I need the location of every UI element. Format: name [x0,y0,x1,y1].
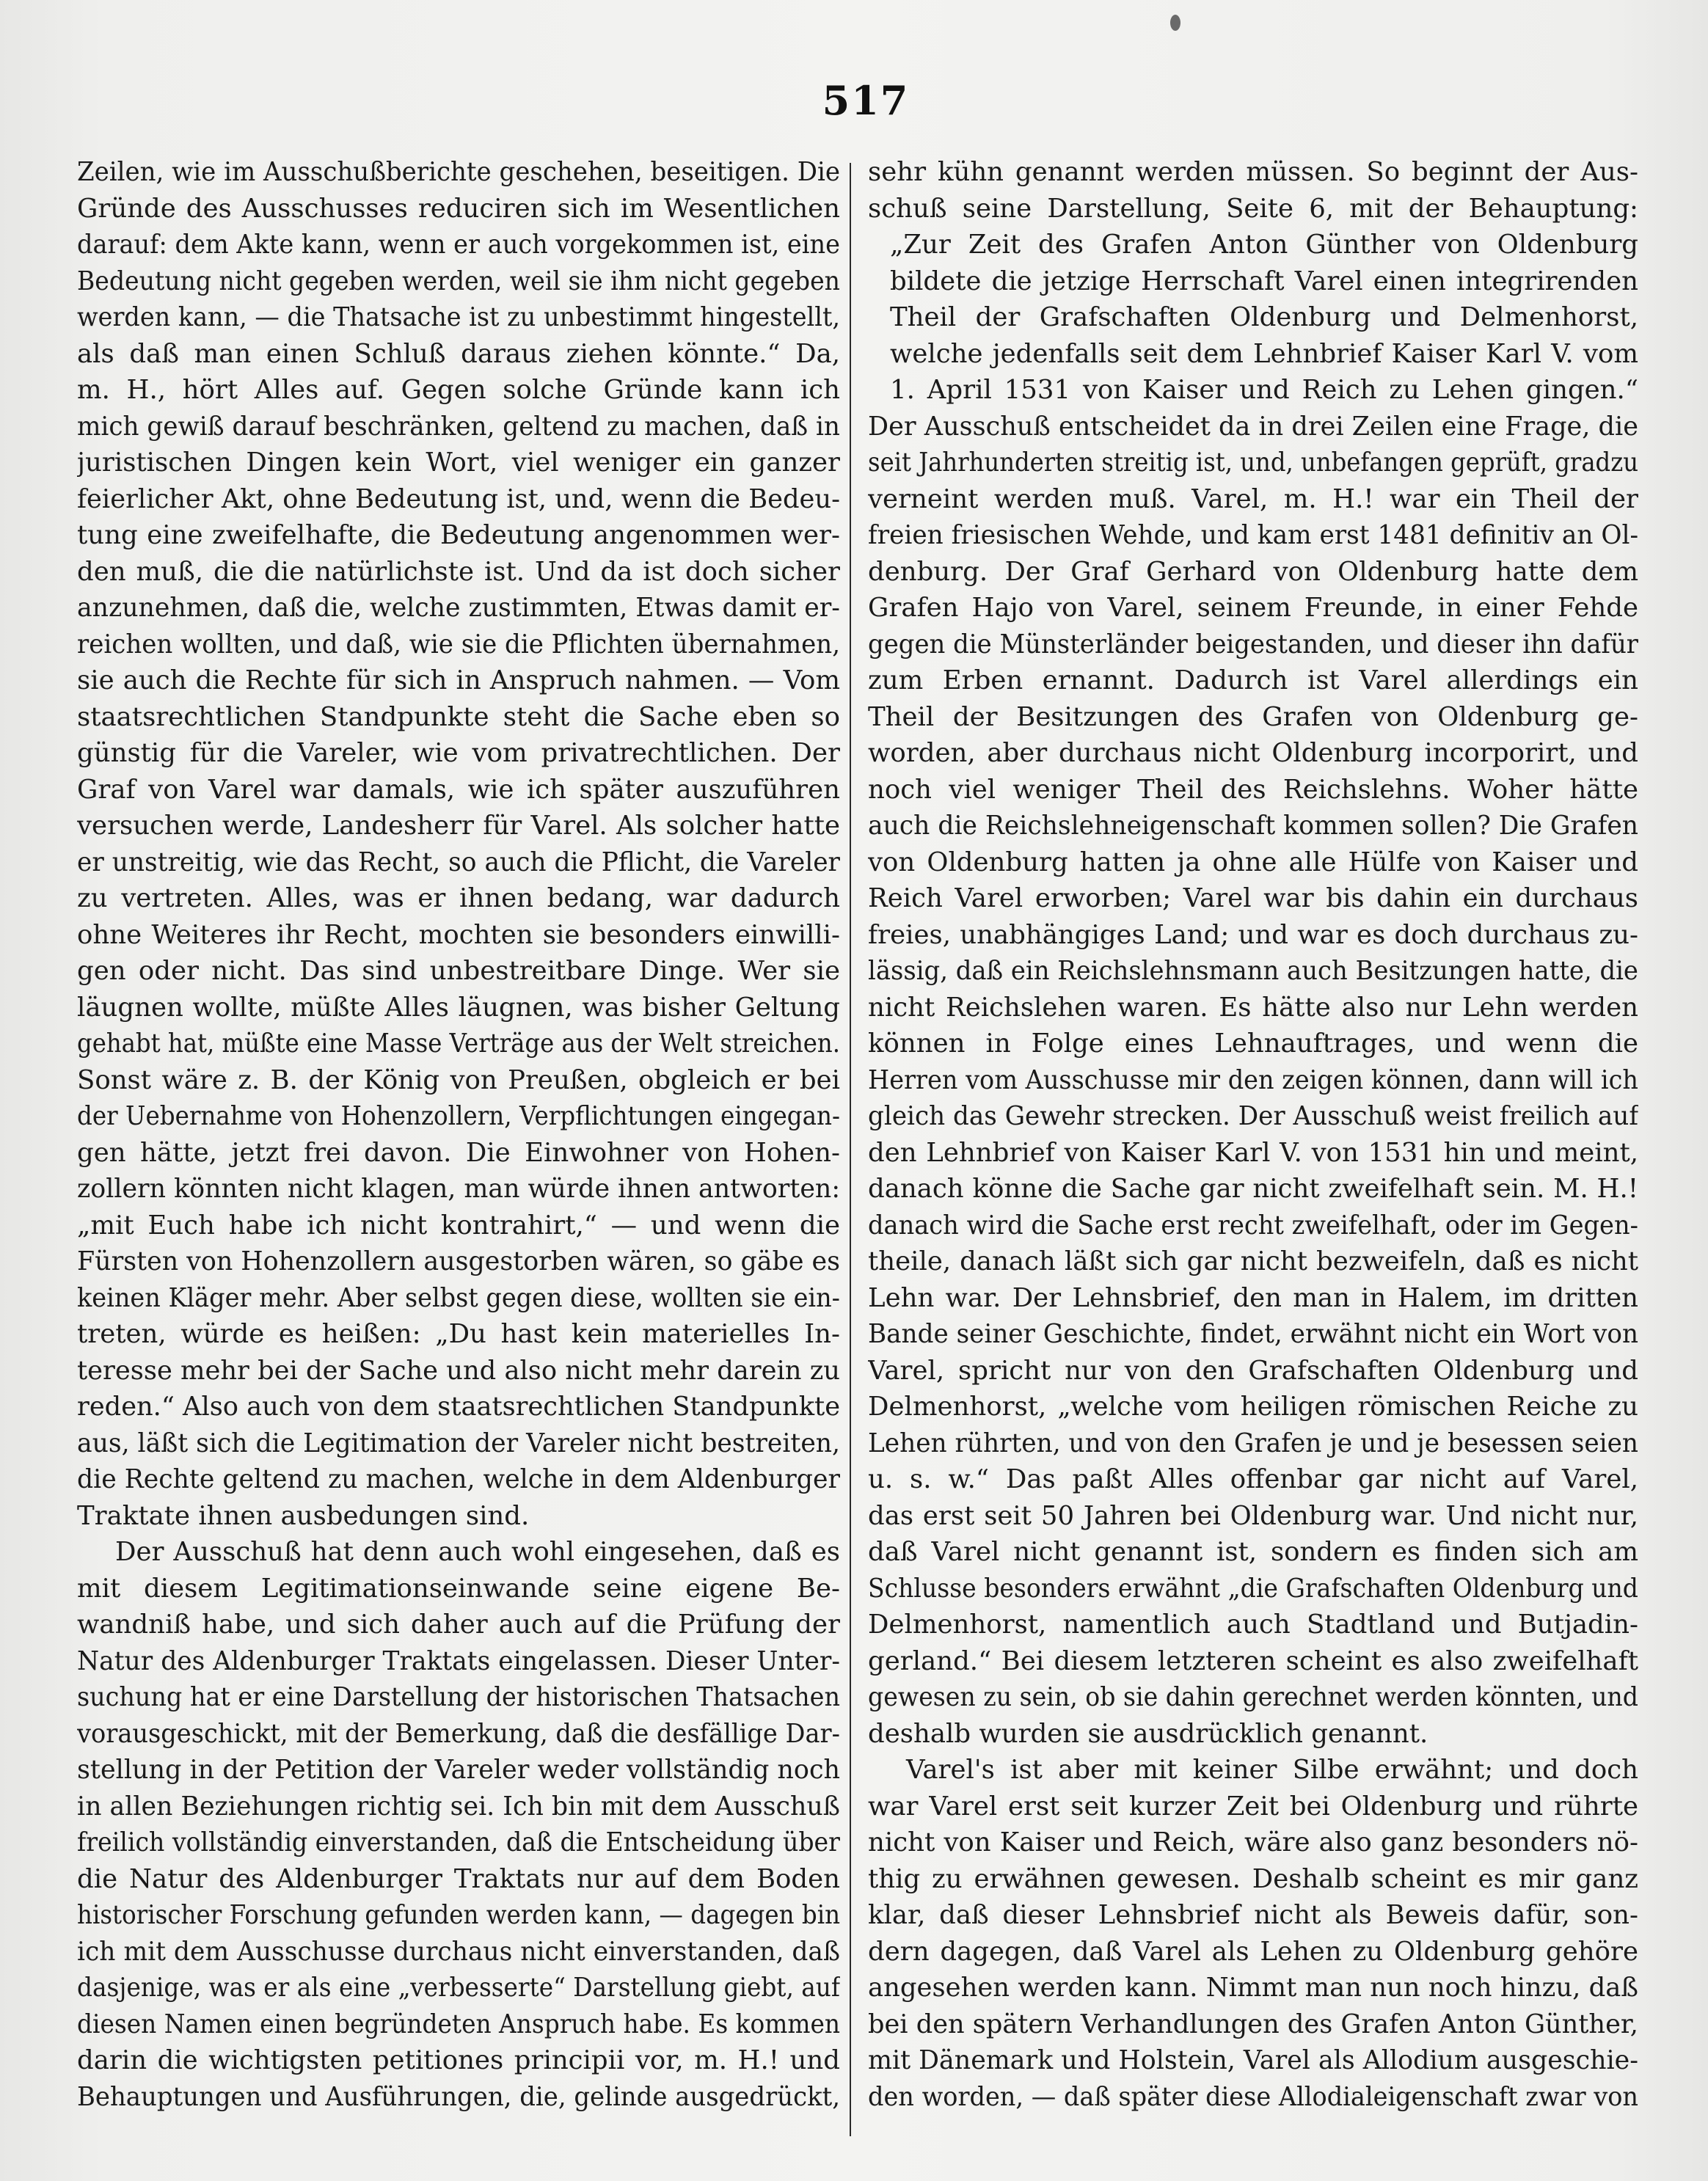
text-line-content: auch die Reichslehneigenschaft kommen sollen? Die Grafen [868,811,1638,841]
text-line [868,336,1638,373]
text-line-content: nicht Reichslehen waren. Es hätte also nur Lehn werden [868,992,1638,1023]
text-line-content: Grafen Hajo von Varel, seinem Freunde, in einer Fehde [868,593,1638,623]
text-line [868,1461,1638,1498]
text-line-content: Sonst wäre z. B. der König von Preußen, obgleich er bei [77,1064,840,1095]
text-line-content: werden kann, — die Thatsache ist zu unbestimmt hingestellt, [77,302,840,332]
text-line-content: angesehen werden kann. Nimmt man nun noch hinzu, daß [868,1973,1638,2003]
text-line-content: vorausgeschickt, mit der Bemerkung, daß die desfällige Dar- [77,1718,840,1749]
text-line-content: Der Ausschuß entscheidet da in drei Zeilen eine Frage, die [868,411,1638,442]
text-line [77,990,840,1026]
column-divider [850,163,851,2136]
text-line-content: gleich das Gewehr strecken. Der Ausschuß weist freilich auf [868,1101,1638,1131]
text-line-content: ohne Weiteres ihr Recht, mochten sie besonders einwilli- [77,919,840,950]
text-line-content: lässig, daß ein Reichslehnsmann auch Besitzungen hatte, die [868,956,1638,986]
text-line [868,1498,1638,1535]
text-line [77,299,840,336]
text-line-content: welche jedenfalls seit dem Lehnbrief Kaiser Karl V. vom [890,338,1638,369]
text-line [77,1571,840,1607]
text-line-content: bei den spätern Verhandlungen des Grafen Anton Günther, [868,2009,1638,2039]
text-line-content: die Rechte geltend zu machen, welche in dem Aldenburger [77,1464,840,1494]
text-line [77,699,840,736]
text-line-content: gewesen zu sein, ob sie dahin gerechnet werden könnten, und [868,1682,1638,1712]
text-line [868,1135,1638,1172]
page-number: 517 [822,77,910,124]
text-line-content: dasjenige, was er als eine „verbesserte“ Darstellung giebt, auf [77,1973,840,2003]
text-line [77,1970,840,2006]
text-line-content: darin die wichtigsten petitiones principii vor, m. H.! und [77,2045,840,2075]
text-line-content: läugnen wollte, müßte Alles läugnen, was bisher Geltung [77,992,840,1023]
text-line [77,1679,840,1716]
text-line [868,772,1638,808]
text-line [868,990,1638,1026]
text-line [868,1607,1638,1643]
text-line [868,953,1638,990]
text-line [77,1461,840,1498]
text-line [77,1062,840,1099]
text-line [868,626,1638,663]
text-line-content: war Varel erst seit kurzer Zeit bei Oldenburg und rührte [868,1791,1638,1822]
text-line-content: freilich vollständig einverstanden, daß die Entscheidung über [77,1827,840,1857]
text-line-content: Theil der Grafschaften Oldenburg und Delmenhorst, [890,302,1638,332]
text-line [868,445,1638,481]
text-line-content: teresse mehr bei der Sache und also nicht mehr darein zu [77,1355,840,1386]
text-line-content: gegen die Münsterländer beigestanden, und dieser ihn dafür [868,629,1638,660]
text-line-content: noch viel weniger Theil des Reichslehns. Woher hätte [868,774,1638,805]
text-line [868,808,1638,844]
text-line [77,1280,840,1317]
text-line [77,662,840,699]
text-line [77,1171,840,1208]
text-line [77,844,840,881]
text-line [77,191,840,227]
text-line-content: m. H., hört Alles auf. Gegen solche Gründe kann ich [77,375,840,405]
text-line-content: ich mit dem Ausschusse durchaus nicht einverstanden, daß [77,1936,840,1967]
text-line-content: 1. April 1531 von Kaiser und Reich zu Lehen gingen.“ [890,375,1638,405]
text-line-content: gehabt hat, müßte eine Masse Verträge aus der Welt streichen. [77,1029,840,1059]
text-line [868,880,1638,917]
text-line [868,1716,1638,1753]
text-line-content: schuß seine Darstellung, Seite 6, mit der Behauptung: [868,193,1638,224]
text-line [868,1970,1638,2006]
text-line-content: können in Folge eines Lehnauftrages, und wenn die [868,1029,1638,1059]
text-line [77,445,840,481]
text-line [868,372,1638,409]
text-line [868,409,1638,445]
text-line [77,336,840,373]
text-line-content: theile, danach läßt sich gar nicht bezweifeln, daß es nicht [868,1246,1638,1276]
text-line-content: suchung hat er eine Darstellung der historischen Thatsachen [77,1682,840,1712]
text-line [868,917,1638,954]
text-line-content: u. s. w.“ Das paßt Alles offenbar gar nicht auf Varel, [868,1464,1638,1494]
text-line-content: den worden, — daß später diese Allodialeigenschaft zwar von [868,2081,1638,2112]
text-line-content: keinen Kläger mehr. Aber selbst gegen diese, wollten sie ein- [77,1282,840,1313]
text-line-content: gen hätte, jetzt frei davon. Die Einwohner von Hohen- [77,1137,840,1168]
text-line [868,1643,1638,1680]
text-line [77,735,840,772]
text-line-content: zollern könnten nicht klagen, man würde ihnen antworten: [77,1174,840,1204]
text-line-content: Bedeutung nicht gegeben werden, weil sie ihm nicht gegeben [77,266,840,296]
text-line [868,1752,1638,1789]
text-line [868,517,1638,554]
text-line [77,517,840,554]
text-line-content: worden, aber durchaus nicht Oldenburg incorporirt, und [868,738,1638,768]
text-line [77,409,840,445]
text-line [868,299,1638,336]
text-line-content: klar, daß dieser Lehnsbrief nicht als Beweis dafür, son- [868,1900,1638,1930]
text-line-content: historischer Forschung gefunden werden kann, — dagegen bin [77,1900,840,1930]
text-line-content: sehr kühn genannt werden müssen. So beginnt der Aus- [868,157,1638,187]
text-line-content: nicht von Kaiser und Reich, wäre also ganz besonders nö- [868,1827,1638,1857]
text-line-content: Behauptungen und Ausführungen, die, gelinde ausgedrückt, [77,2081,840,2112]
text-line-content: mit Dänemark und Holstein, Varel als Allodium ausgeschie- [868,2045,1638,2075]
text-line-content: seit Jahrhunderten streitig ist, und, unbefangen geprüft, gradzu [868,447,1638,478]
text-line [868,2042,1638,2079]
text-line-content: daß Varel nicht genannt ist, sondern es finden sich am [868,1537,1638,1567]
text-line [868,844,1638,881]
text-line-content: darauf: dem Akte kann, wenn er auch vorgekommen ist, eine [77,230,840,260]
text-line [77,1498,840,1535]
text-line-content: thig zu erwähnen gewesen. Deshalb scheint es mir ganz [868,1863,1638,1894]
text-line-content: gen oder nicht. Das sind unbestreitbare Dinge. Wer sie [77,956,840,986]
text-line [868,554,1638,591]
text-line-content: in allen Beziehungen richtig sei. Ich bin mit dem Ausschuß [77,1791,840,1822]
text-line-content: feierlicher Akt, ohne Bedeutung ist, und, wenn die Bedeu- [77,483,840,514]
text-line [868,1243,1638,1280]
text-line-content: mit diesem Legitimationseinwande seine eigene Be- [77,1573,840,1604]
text-line [77,1098,840,1135]
text-line-content: zu vertreten. Alles, was er ihnen bedang, war dadurch [77,883,840,913]
text-line-content: Bande seiner Geschichte, findet, erwähnt nicht ein Wort von [868,1319,1638,1349]
text-line-content: anzunehmen, daß die, welche zustimmten, Etwas damit er- [77,593,840,623]
text-line-content: Natur des Aldenburger Traktats eingelassen. Dieser Unter- [77,1645,840,1676]
text-line-content: Varel, spricht nur von den Grafschaften Oldenburg und [868,1355,1638,1386]
text-line [868,227,1638,263]
text-line-content: Fürsten von Hohenzollern ausgestorben wären, so gäbe es [77,1246,840,1276]
text-line [77,1534,840,1571]
text-line-content: diesen Namen einen begründeten Anspruch habe. Es kommen [77,2009,840,2039]
text-line [77,808,840,844]
text-line [868,1171,1638,1208]
text-line-content: wandniß habe, und sich daher auch auf die Prüfung der [77,1610,840,1640]
text-line-content: Schlusse besonders erwähnt „die Grafschaften Oldenburg und [868,1573,1638,1604]
text-line-content: dern dagegen, daß Varel als Lehen zu Oldenburg gehöre [868,1936,1638,1967]
text-line-content: juristischen Dingen kein Wort, viel weniger ein ganzer [77,447,840,478]
text-line-content: aus, läßt sich die Legitimation der Vareler nicht bestreiten, [77,1428,840,1458]
text-line-content: sie auch die Rechte für sich in Anspruch nahmen. — Vom [77,665,840,695]
text-line-content: Der Ausschuß hat denn auch wohl eingesehen, daß es [115,1537,840,1567]
text-line [77,1316,840,1353]
text-line-content: freien friesischen Wehde, und kam erst 1481 definitiv an Ol- [868,520,1638,550]
left-text-column [77,154,840,2115]
text-line [77,481,840,518]
text-line-content: reichen wollten, und daß, wie sie die Pflichten übernahmen, [77,629,840,660]
text-line-content: Delmenhorst, „welche vom heiligen römischen Reiche zu [868,1392,1638,1422]
text-line [77,1752,840,1789]
text-line [77,1861,840,1898]
text-line-content: Theil der Besitzungen des Grafen von Oldenburg ge- [868,701,1638,732]
text-line [77,917,840,954]
text-line-content: Gründe des Ausschusses reduciren sich im Wesentlichen [77,193,840,224]
text-line-content: von Oldenburg hatten ja ohne alle Hülfe von Kaiser und [868,847,1638,877]
text-line [77,263,840,300]
text-line [77,953,840,990]
text-line-content: freies, unabhängiges Land; und war es doch durchaus zu- [868,919,1638,950]
text-line [868,1571,1638,1607]
text-line [77,590,840,626]
text-line [868,1062,1638,1099]
text-line [868,481,1638,518]
text-line [868,590,1638,626]
text-line [77,2079,840,2116]
text-line-content: bildete die jetzige Herrschaft Varel einen integrirenden [890,266,1638,296]
text-line [868,735,1638,772]
text-line [77,1897,840,1934]
text-line [77,1643,840,1680]
text-line [77,554,840,591]
text-line [868,1026,1638,1062]
text-line-content: die Natur des Aldenburger Traktats nur auf dem Boden [77,1863,840,1894]
text-line [77,1824,840,1861]
text-line [77,1026,840,1062]
text-line-content: Zeilen, wie im Ausschußberichte geschehen, beseitigen. Die [77,157,840,187]
ink-spot [1170,15,1180,31]
text-line [868,1389,1638,1425]
text-line-content: treten, würde es heißen: „Du hast kein materielles In- [77,1319,840,1349]
text-line-content: Reich Varel erworben; Varel war bis dahin ein durchaus [868,883,1638,913]
text-line-content: verneint werden muß. Varel, m. H.! war ein Theil der [868,483,1638,514]
text-line [77,1789,840,1825]
text-line [868,2006,1638,2043]
text-line [868,263,1638,300]
text-line-content: den muß, die die natürlichste ist. Und da ist doch sicher [77,556,840,587]
text-line [77,1243,840,1280]
text-line-content: danach könne die Sache gar nicht zweifelhaft sein. M. H.! [868,1174,1638,1204]
text-line [868,662,1638,699]
text-line [868,1679,1638,1716]
text-line [77,1135,840,1172]
text-line-content: danach wird die Sache erst recht zweifelhaft, oder im Gegen- [868,1210,1638,1241]
text-line-content: Delmenhorst, namentlich auch Stadtland und Butjadin- [868,1610,1638,1640]
text-line-content: Herren vom Ausschusse mir den zeigen können, dann will ich [868,1064,1638,1095]
text-line [77,2042,840,2079]
text-line-content: Varel's ist aber mit keiner Silbe erwähnt; und doch [906,1755,1638,1785]
text-line [868,1934,1638,1970]
text-line-content: Traktate ihnen ausbedungen sind. [77,1500,530,1531]
text-line [868,1789,1638,1825]
text-line-content: zum Erben ernannt. Dadurch ist Varel allerdings ein [868,665,1638,695]
text-line [77,372,840,409]
text-line [868,1098,1638,1135]
text-line [868,154,1638,191]
text-line [868,1280,1638,1317]
right-text-column [868,154,1638,2115]
text-line-content: der Uebernahme von Hohenzollern, Verpflichtungen eingegan- [77,1101,840,1131]
text-line [868,1861,1638,1898]
text-line [77,154,840,191]
text-line-content: staatsrechtlichen Standpunkte steht die Sache eben so [77,701,840,732]
text-line-content: mich gewiß darauf beschränken, geltend zu machen, daß in [77,411,840,442]
text-line [868,191,1638,227]
text-line-content: als daß man einen Schluß daraus ziehen könnte.“ Da, [77,338,840,369]
text-line [868,699,1638,736]
text-line-content: Lehn war. Der Lehnsbrief, den man in Halem, im dritten [868,1282,1638,1313]
text-line-content: denburg. Der Graf Gerhard von Oldenburg hatte dem [868,556,1638,587]
text-line [77,227,840,263]
text-line [77,772,840,808]
text-line [77,1934,840,1970]
text-line [868,1897,1638,1934]
text-line-content: deshalb wurden sie ausdrücklich genannt. [868,1718,1428,1749]
text-line [77,1208,840,1244]
text-line-content: reden.“ Also auch von dem staatsrechtlichen Standpunkte [77,1392,840,1422]
text-line [868,1425,1638,1462]
text-line-content: „Zur Zeit des Grafen Anton Günther von Oldenburg [890,230,1638,260]
text-line-content: das erst seit 50 Jahren bei Oldenburg war. Und nicht nur, [868,1500,1638,1531]
text-line-content: Lehen rührten, und von den Grafen je und je besessen seien [868,1428,1638,1458]
text-line [77,626,840,663]
text-line [77,1353,840,1389]
text-line-content: versuchen werde, Landesherr für Varel. Als solcher hatte [77,811,840,841]
text-line-content: „mit Euch habe ich nicht kontrahirt,“ — und wenn die [77,1210,840,1241]
text-line [77,1607,840,1643]
text-line-content: er unstreitig, wie das Recht, so auch die Pflicht, die Vareler [77,847,840,877]
text-line [77,1716,840,1753]
text-line [77,880,840,917]
text-line-content: günstig für die Vareler, wie vom privatrechtlichen. Der [77,738,840,768]
text-line [77,1425,840,1462]
text-line [868,1353,1638,1389]
text-line [77,2006,840,2043]
text-line-content: den Lehnbrief von Kaiser Karl V. von 1531 hin und meint, [868,1137,1638,1168]
text-line-content: tung eine zweifelhafte, die Bedeutung angenommen wer- [77,520,840,550]
text-line [868,1534,1638,1571]
text-line-content: gerland.“ Bei diesem letzteren scheint es also zweifelhaft [868,1645,1638,1676]
text-line-content: Graf von Varel war damals, wie ich später auszuführen [77,774,840,805]
text-line-content: stellung in der Petition der Vareler weder vollständig noch [77,1755,840,1785]
text-line [868,1208,1638,1244]
text-line [77,1389,840,1425]
text-line [868,1316,1638,1353]
text-line [868,1824,1638,1861]
text-line [868,2079,1638,2116]
